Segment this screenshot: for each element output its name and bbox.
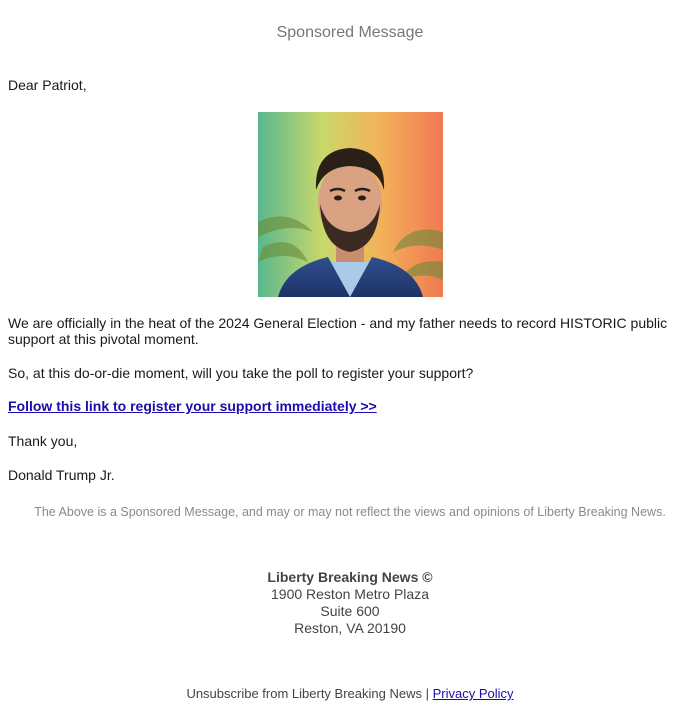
footer-address-line-3: Reston, VA 20190 [294,620,406,636]
footer-address [0,569,700,637]
sponsored-disclaimer: The Above is a Sponsored Message, and may or may not reflect the views and opinions of Liberty Breaking News. [34,505,666,519]
footer-address-line-1: 1900 Reston Metro Plaza [271,586,429,602]
portrait-image [258,112,443,297]
privacy-policy-link[interactable]: Privacy Policy [432,686,514,701]
closing-text: Thank you, [8,433,78,449]
signature: Donald Trump Jr. [8,467,115,483]
footer-company-name: Liberty Breaking News © [267,569,433,585]
body-paragraph-poll: So, at this do-or-die moment, will you take the poll to register your support? [8,365,474,381]
footer-address-line-2: Suite 600 [320,603,380,619]
body-paragraph-election: We are officially in the heat of the 2024 General Election - and my father needs to record HISTORIC public support at this pivotal moment. [8,315,668,347]
register-support-link[interactable]: Follow this link to register your support immediately >> [8,398,377,414]
salutation: Dear Patriot, [8,77,87,93]
footer-separator: | [425,686,429,701]
footer-links [0,686,700,701]
unsubscribe-text: Unsubscribe from Liberty Breaking News [186,686,422,701]
sponsored-message-title: Sponsored Message [276,24,424,41]
